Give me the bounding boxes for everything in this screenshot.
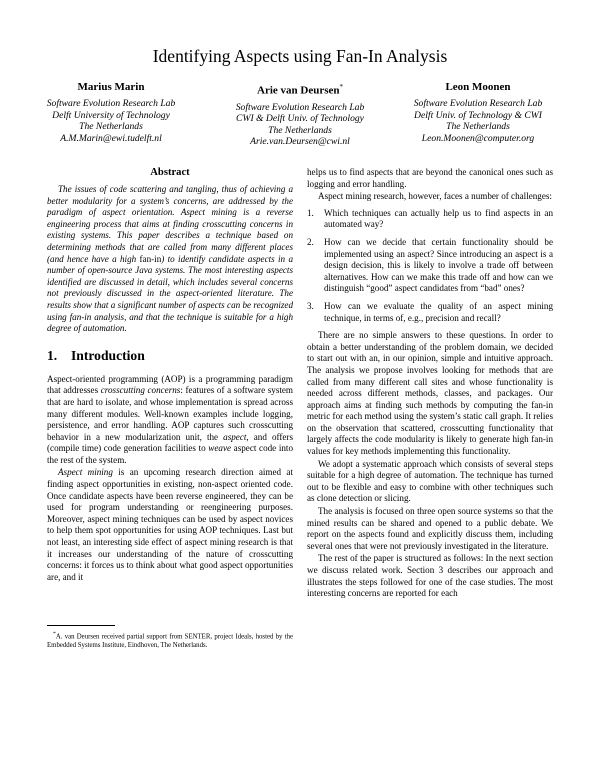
challenges-intro: Aspect mining research, however, faces a number of challenges: <box>318 191 552 202</box>
body-paragraph: The analysis is focused on three open source systems so that the mined results can be shared and opened to a public debate. We report on the aspects found and explicitly discuss them, including several ones that were not previously investigated in the literature. <box>307 506 553 551</box>
author-country: The Netherlands <box>79 121 143 133</box>
author-email: Arie.van.Deursen@cwi.nl <box>250 136 350 148</box>
intro-paragraph-1: Aspect-oriented programming (AOP) is a programming paradigm that addresses crosscutting concerns: features of a software system that are hard to isolate, and whose implementation is spread across many different modules. Well-known examples include logging, persistence, and error handling. AOP captures such crosscutting behavior in a new modularization unit, the aspect, and offers (compile time) code generation facilities to weave aspect code into the rest of the system. <box>47 373 293 465</box>
author-name: Arie van Deursen* <box>257 83 343 97</box>
author-affiliation: Software Evolution Research Lab <box>413 98 543 109</box>
author-block-marin <box>16 80 206 144</box>
author-institution: CWI & Delft Univ. of Technology <box>236 113 364 125</box>
footnote-marker: * <box>339 83 343 91</box>
left-column <box>47 166 293 583</box>
body-paragraph: The rest of the paper is structured as follows: In the next section we discuss related work. Section 3 describes our approach and illustrates the steps followed for one of the case studies. The most interesting concerns are reported for each <box>307 553 553 599</box>
list-item: 3. How can we evaluate the quality of an aspect mining technique, in terms of, e.g., precision and recall? <box>307 300 553 323</box>
author-block-moonen <box>383 80 573 144</box>
challenges-list <box>307 208 553 324</box>
author-block-van-deursen <box>205 80 395 148</box>
paper-title: Identifying Aspects using Fan-In Analysis <box>152 46 448 66</box>
section-heading-introduction: 1. Introduction <box>47 347 145 363</box>
list-item: 2. How can we decide that certain functionality should be implemented using an aspect? Since introducing an aspect is a design decision, this is likely to involve a trade off between alternatives. How can we make this trade off and how can we distinguish “good” aspect candidates from “bad” ones? <box>307 236 553 294</box>
author-email: Leon.Moonen@computer.org <box>421 132 535 144</box>
right-column <box>307 167 553 600</box>
author-email: A.M.Marin@ewi.tudelft.nl <box>60 132 162 144</box>
author-institution: Delft Univ. of Technology & CWI <box>414 109 542 121</box>
author-country: The Netherlands <box>268 124 332 136</box>
body-paragraph: We adopt a systematic approach which consists of several steps suitable for a high degree of automation. The technique has turned out to be flexible and easy to combine with other techniques such as clone detection or slicing. <box>307 458 553 504</box>
intro-paragraph-2: Aspect mining is an upcoming research direction aimed at finding aspect opportunities in existing, non-aspect oriented code. Once candidate aspects have been reverse engineered, they can be used for program understanding or reengineering purposes. Moreover, aspect mining techniques can be used by aspect novices to help them spot opportunities for using AOP techniques. Last but not least, an interesting side effect of aspect mining research is that it increases our understanding of the nature of crosscutting concerns: it forces us to think about what good aspect opportunities are, and it <box>47 467 293 582</box>
abstract-heading: Abstract <box>150 167 190 178</box>
author-name: Leon Moonen <box>445 81 511 93</box>
author-institution: Delft University of Technology <box>52 109 170 121</box>
list-item: 1. Which techniques can actually help us to find aspects in an automated way? <box>307 207 553 230</box>
author-affiliation: Software Evolution Research Lab <box>46 98 176 109</box>
abstract-text: The issues of code scattering and tangling, thus of achieving a better modularity for a system’s concerns, are addressed by the paradigm of aspect orientation. Aspect mining is a reverse engineering process that aims at finding crosscutting concerns in existing systems. This paper describes a technique based on determining methods that are called from many different places (and hence have a high fan-in) to identify candidate aspects in a number of open-source Java systems. The most interesting aspects identified are discussed in detail, which includes several concerns not previously discussed in the aspect-oriented literature. The results show that a significant number of aspects can be recognized using fan-in analysis, and that the technique is suitable for a high degree of automation. <box>47 184 294 334</box>
continued-paragraph: helps us to find aspects that are beyond the canonical ones such as logging and error handling. <box>307 167 553 189</box>
footnote-marker: * <box>53 631 56 637</box>
author-name: Marius Marin <box>77 81 145 93</box>
author-affiliation: Software Evolution Research Lab <box>235 101 365 113</box>
author-country: The Netherlands <box>446 121 510 133</box>
footnote: *A. van Deursen received partial support from SENTER, project Ideals, hosted by the Embedded Systems Institute, Eindhoven, The Netherlands. <box>47 631 293 650</box>
footnote-divider <box>47 625 115 626</box>
body-paragraph: There are no simple answers to these questions. In order to obtain a better understanding of the problem domain, we decided to start out with an, in our opinion, simple and intuitive approach. The analysis we propose involves looking for methods that are called from many different call sites and whose functionality is needed across different methods, classes, and packages. Our approach aims at finding such methods by computing the fan-in metric for each method using the system’s static call graph. It relies on the observation that scattered, crosscutting functionality that largely affects the code modularity is likely to generate high fan-in values for key methods implementing this functionality. <box>307 330 553 457</box>
